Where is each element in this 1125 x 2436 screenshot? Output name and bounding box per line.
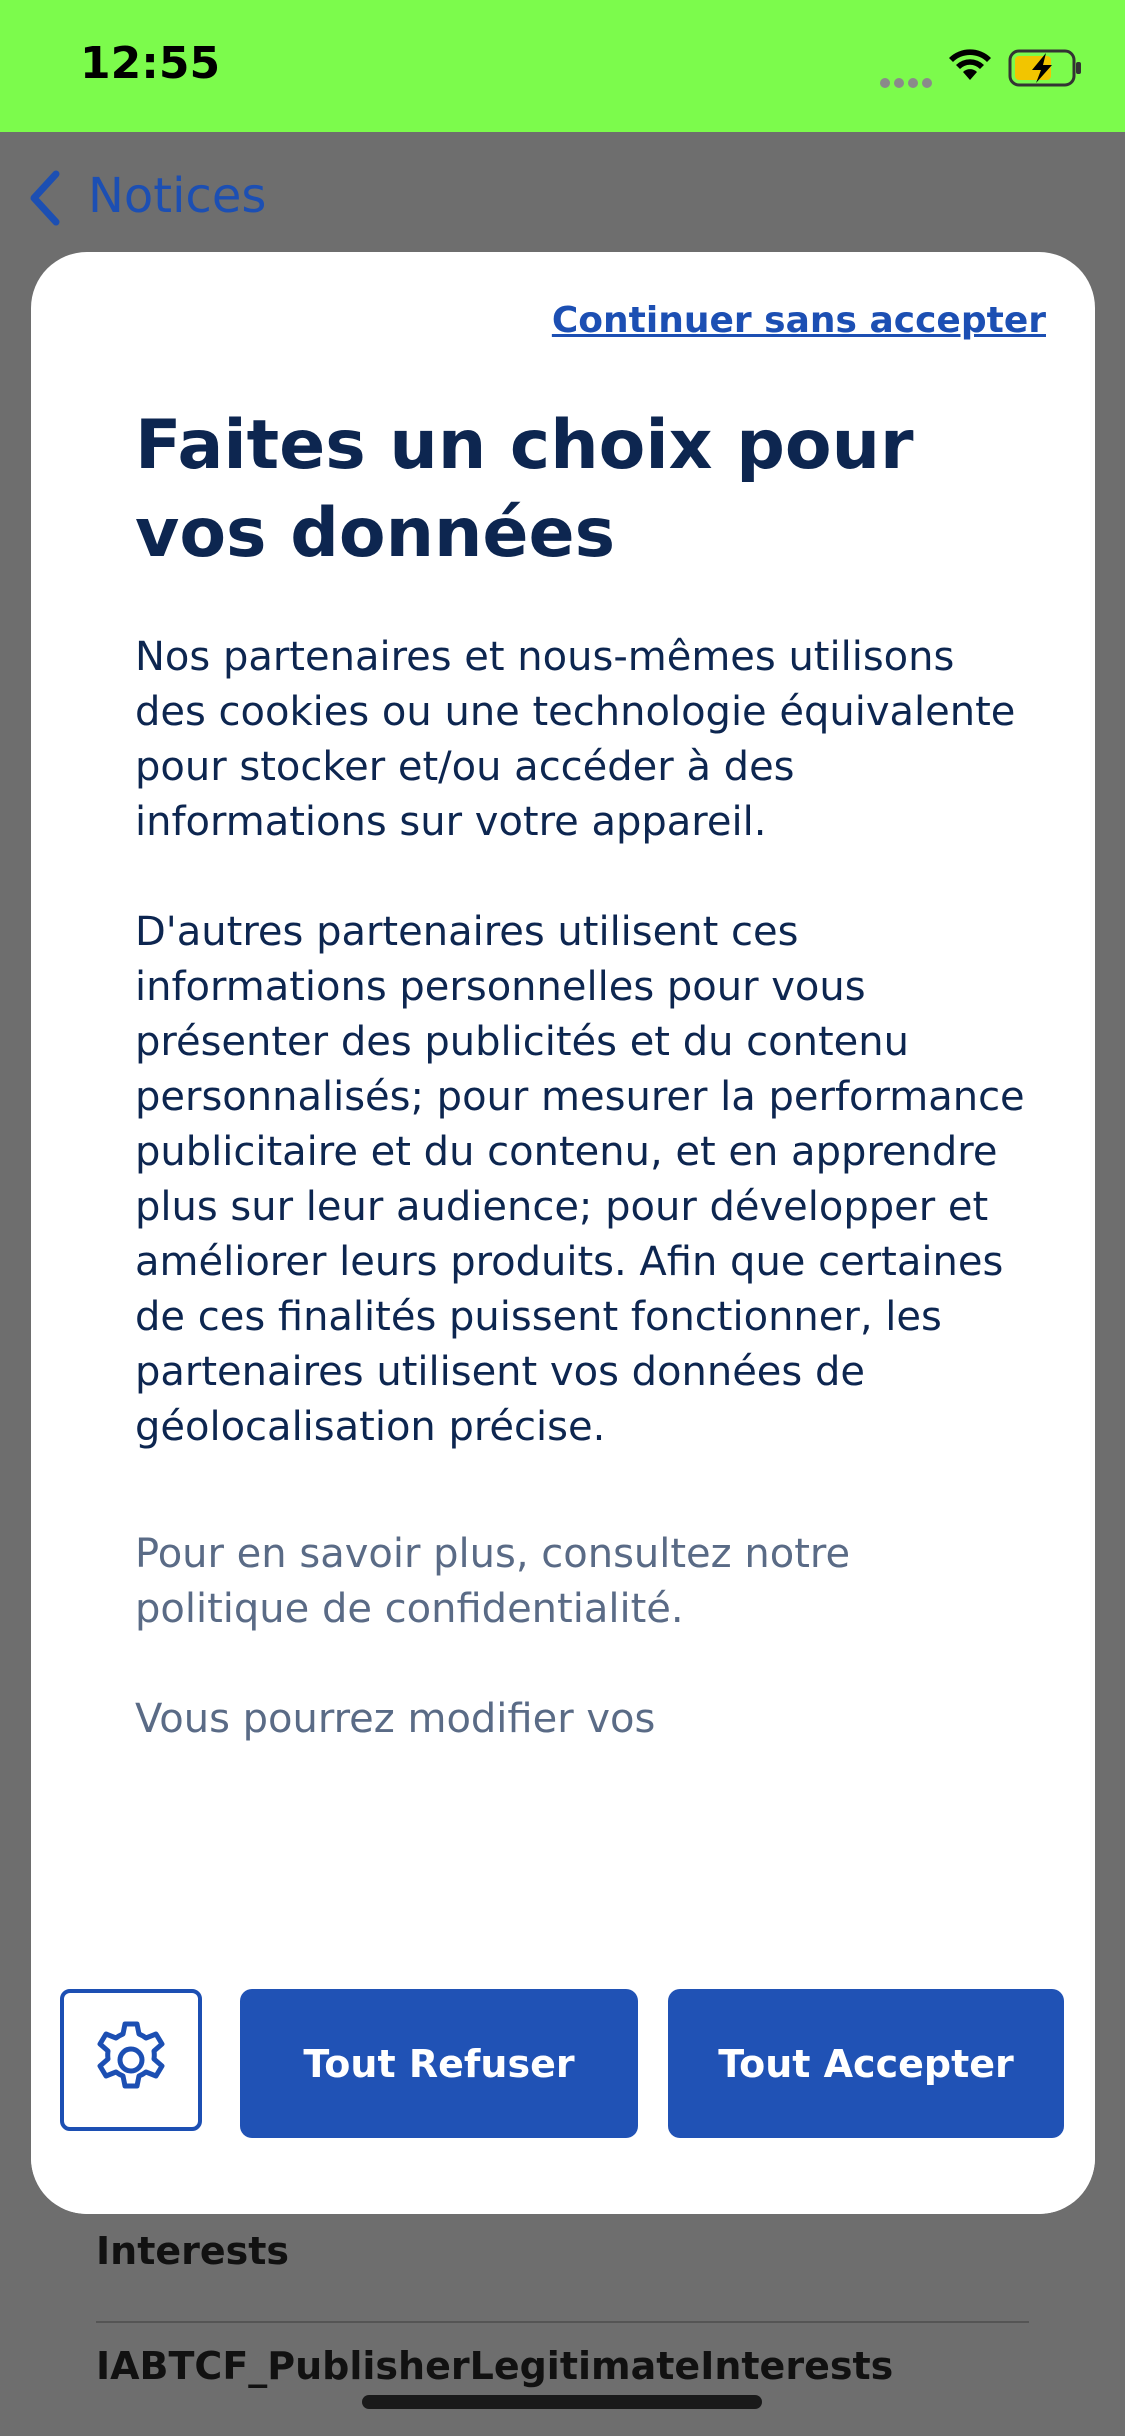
body-paragraph: D'autres partenaires utilisent ces informations personnelles pour vous présenter des publicités et du contenu personnalisés; pour mesurer la performance publicitaire et du contenu, et en apprendre plus sur leur audience; pour développer et améliorer leurs produits. Afin que certaines de ces finalités puissent fonctionner, les partenaires utilisent vos données de géolocalisation précise. <box>135 909 1025 1450</box>
home-indicator <box>362 2395 762 2409</box>
list-item: Interests <box>96 2229 290 2273</box>
modal-title: Faites un choix pour vos données <box>135 406 914 573</box>
wifi-icon <box>948 48 992 84</box>
consent-modal <box>31 252 1095 2214</box>
status-bar <box>0 0 1125 132</box>
divider <box>96 2321 1029 2323</box>
privacy-note[interactable]: Pour en savoir plus, consultez notre politique de confidentialité. <box>135 1531 851 1632</box>
navigation-bar <box>0 132 1125 262</box>
body-paragraph: Nos partenaires et nous-mêmes utilisons des cookies ou une technologie équivalente pour stocker et/ou accéder à des informations sur votre appareil. <box>135 634 1016 845</box>
settings-button[interactable] <box>60 1989 202 2131</box>
list-item: IABTCF_PublisherLegitimateInterests <box>96 2344 894 2388</box>
accept-all-button[interactable]: Tout Accepter <box>668 1989 1064 2138</box>
gear-icon <box>89 2018 173 2102</box>
status-time: 12:55 <box>80 38 221 89</box>
modify-note: Vous pourrez modifier vos <box>135 1696 656 1742</box>
refuse-all-button[interactable]: Tout Refuser <box>240 1989 638 2138</box>
cellular-signal-icon <box>880 75 936 93</box>
button-bar <box>31 1952 1095 2214</box>
back-button[interactable]: Notices <box>88 168 267 224</box>
continue-without-accepting-link[interactable]: Continuer sans accepter <box>551 300 1046 341</box>
back-chevron-icon[interactable] <box>24 168 64 228</box>
battery-charging-icon <box>1008 48 1084 88</box>
modal-body <box>135 630 1035 1802</box>
